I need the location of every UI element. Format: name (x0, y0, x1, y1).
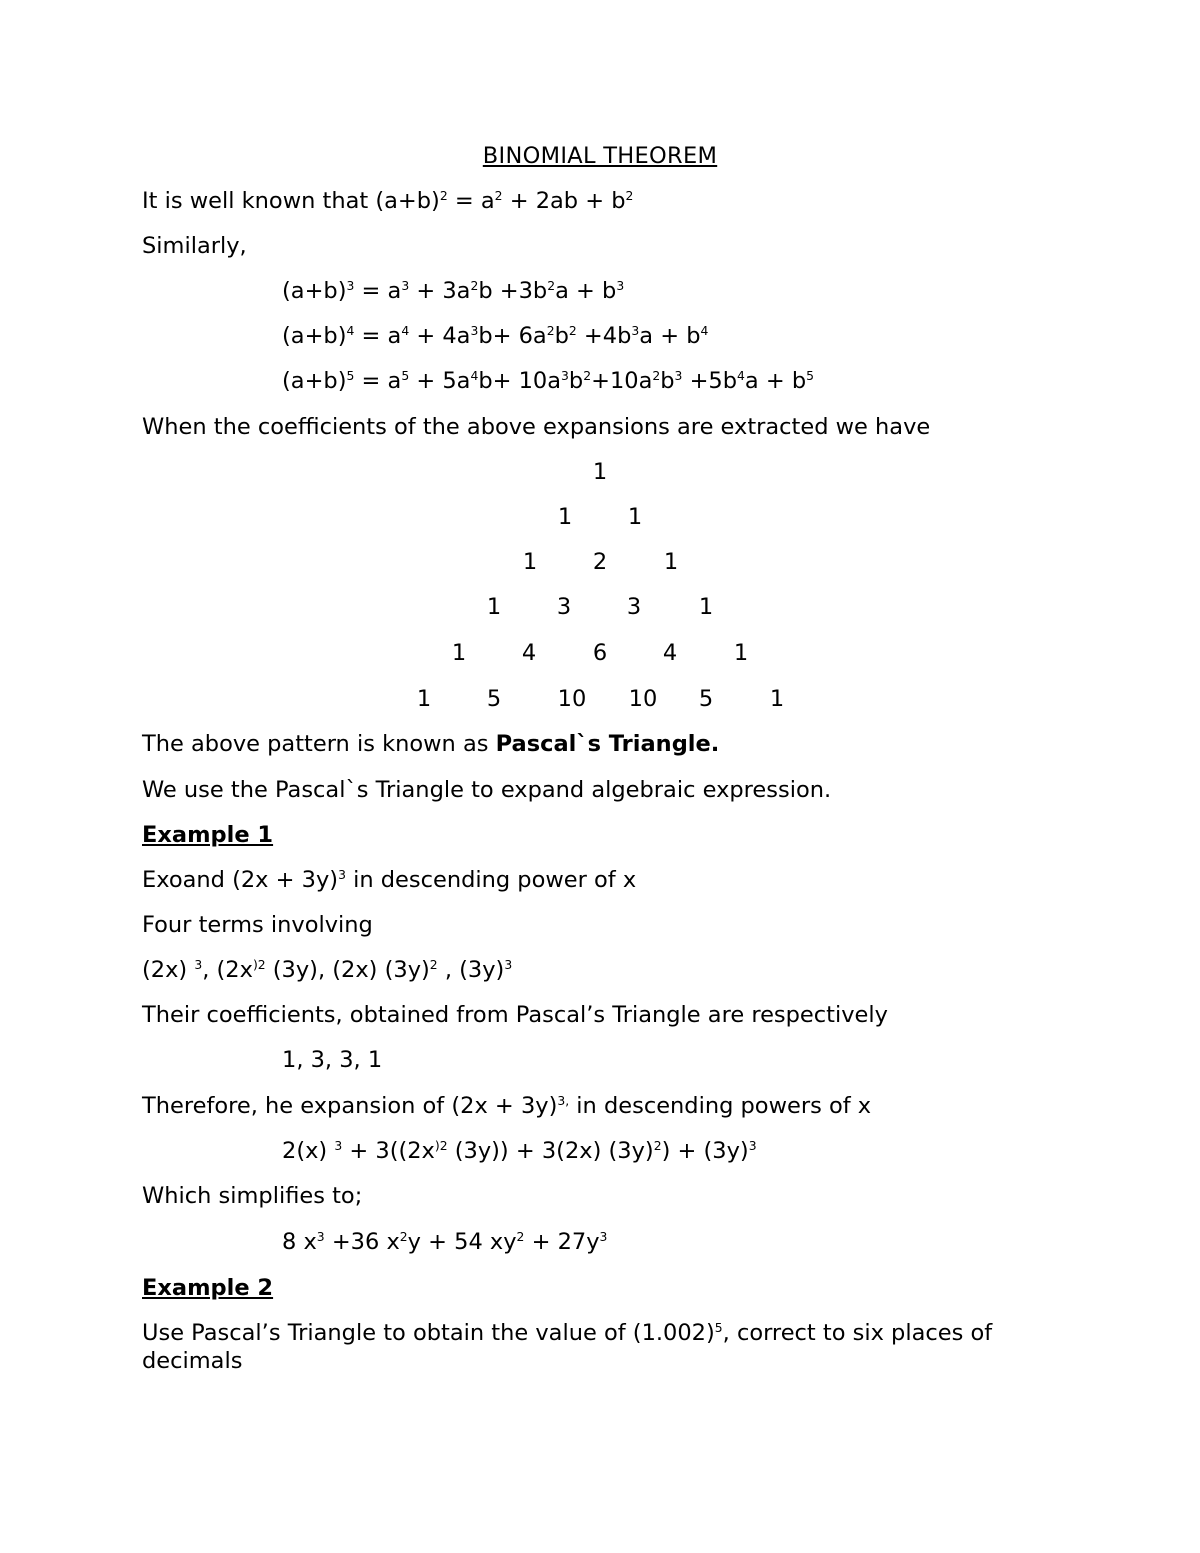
pascal-number: 1 (663, 549, 679, 575)
expansion-cube: $(a+b)^3 = a^3 + 3a^2b +3b^2a + b^3$ (282, 278, 625, 304)
terms-line: (2x) $^3$, ($2x^{)2}$ (3y), (2x) $(3y)^2$ , $(3y)^3$ (142, 957, 513, 983)
pascal-number: 3 (556, 594, 572, 620)
pascal-row-3 (0, 548, 1200, 588)
pascal-number: 10 (628, 686, 658, 712)
pascal-number: 1 (627, 504, 643, 530)
pascal-number: 5 (486, 686, 502, 712)
coefficients-values: 1, 3, 3, 1 (282, 1047, 383, 1073)
pascal-number: 1 (557, 504, 573, 530)
therefore-line: Therefore, he expansion of $(2x + 3y)^{3,}$ in descending powers of x (142, 1093, 872, 1119)
pascal-term: Pascal`s Triangle. (495, 731, 720, 757)
pascal-sentence: The above pattern is known as Pascal`s Triangle. (142, 731, 720, 757)
pascal-number: 1 (733, 640, 749, 666)
pascal-number: 1 (698, 594, 714, 620)
expansion-fourth: $(a+b)^4 = a^4 + 4a^3b+ 6a^2b^2 +4b^3a + b^4$ (282, 323, 709, 349)
pascal-number: 1 (522, 549, 538, 575)
expansion-line: 2(x) $^3 + 3((2x^{)2}$ (3y)) + 3(2x) $(3y)^2) + (3y)^3$ (282, 1138, 757, 1164)
four-terms-line: Four terms involving (142, 912, 373, 938)
pascal-number: 4 (662, 640, 678, 666)
pascal-number: 1 (416, 686, 432, 712)
pascal-number: 6 (592, 640, 608, 666)
intro-line: It is well known that $(a+b)^2 = a^2 + 2ab + b^2$ (142, 188, 634, 214)
example-1-heading: Example 1 (142, 822, 274, 848)
example-2-task: Use Pascal’s Triangle to obtain the value of $(1.002)^5$, correct to six places of decimals (142, 1320, 993, 1374)
example-2-heading: Example 2 (142, 1275, 274, 1301)
page-title: BINOMIAL THEOREM (482, 143, 718, 169)
pascal-row-5 (0, 639, 1200, 679)
coefficients-sentence: Their coefficients, obtained from Pascal’s Triangle are respectively (142, 1002, 888, 1028)
similarly-line: Similarly, (142, 233, 247, 259)
simplifies-line: Which simplifies to; (142, 1183, 363, 1209)
pascal-row-6 (0, 685, 1200, 725)
coefficients-intro: When the coefficients of the above expansions are extracted we have (142, 414, 931, 440)
pascal-number: 10 (557, 686, 587, 712)
pascal-number: 2 (592, 549, 608, 575)
pascal-number: 5 (698, 686, 714, 712)
pascal-number: 3 (626, 594, 642, 620)
pascal-number: 4 (521, 640, 537, 666)
pascal-row-1 (0, 458, 1200, 498)
pascal-number: 1 (486, 594, 502, 620)
use-sentence: We use the Pascal`s Triangle to expand algebraic expression. (142, 777, 832, 803)
pascal-row-4 (0, 593, 1200, 633)
pascal-number: 1 (769, 686, 785, 712)
expansion-fifth: $(a+b)^5 = a^5 + 5a^4b+ 10a^3b^2+10a^2b^3 +5b^4a + b^5$ (282, 368, 815, 394)
result-line: 8 $x^3 +36$ $x^2y + 54$ $xy^2 + 27y^3$ (282, 1229, 608, 1255)
example-1-task: Exoand $(2x + 3y)^3$ in descending power of x (142, 867, 637, 893)
pascal-number: 1 (592, 459, 608, 485)
pascal-number: 1 (451, 640, 467, 666)
pascal-row-2 (0, 503, 1200, 543)
